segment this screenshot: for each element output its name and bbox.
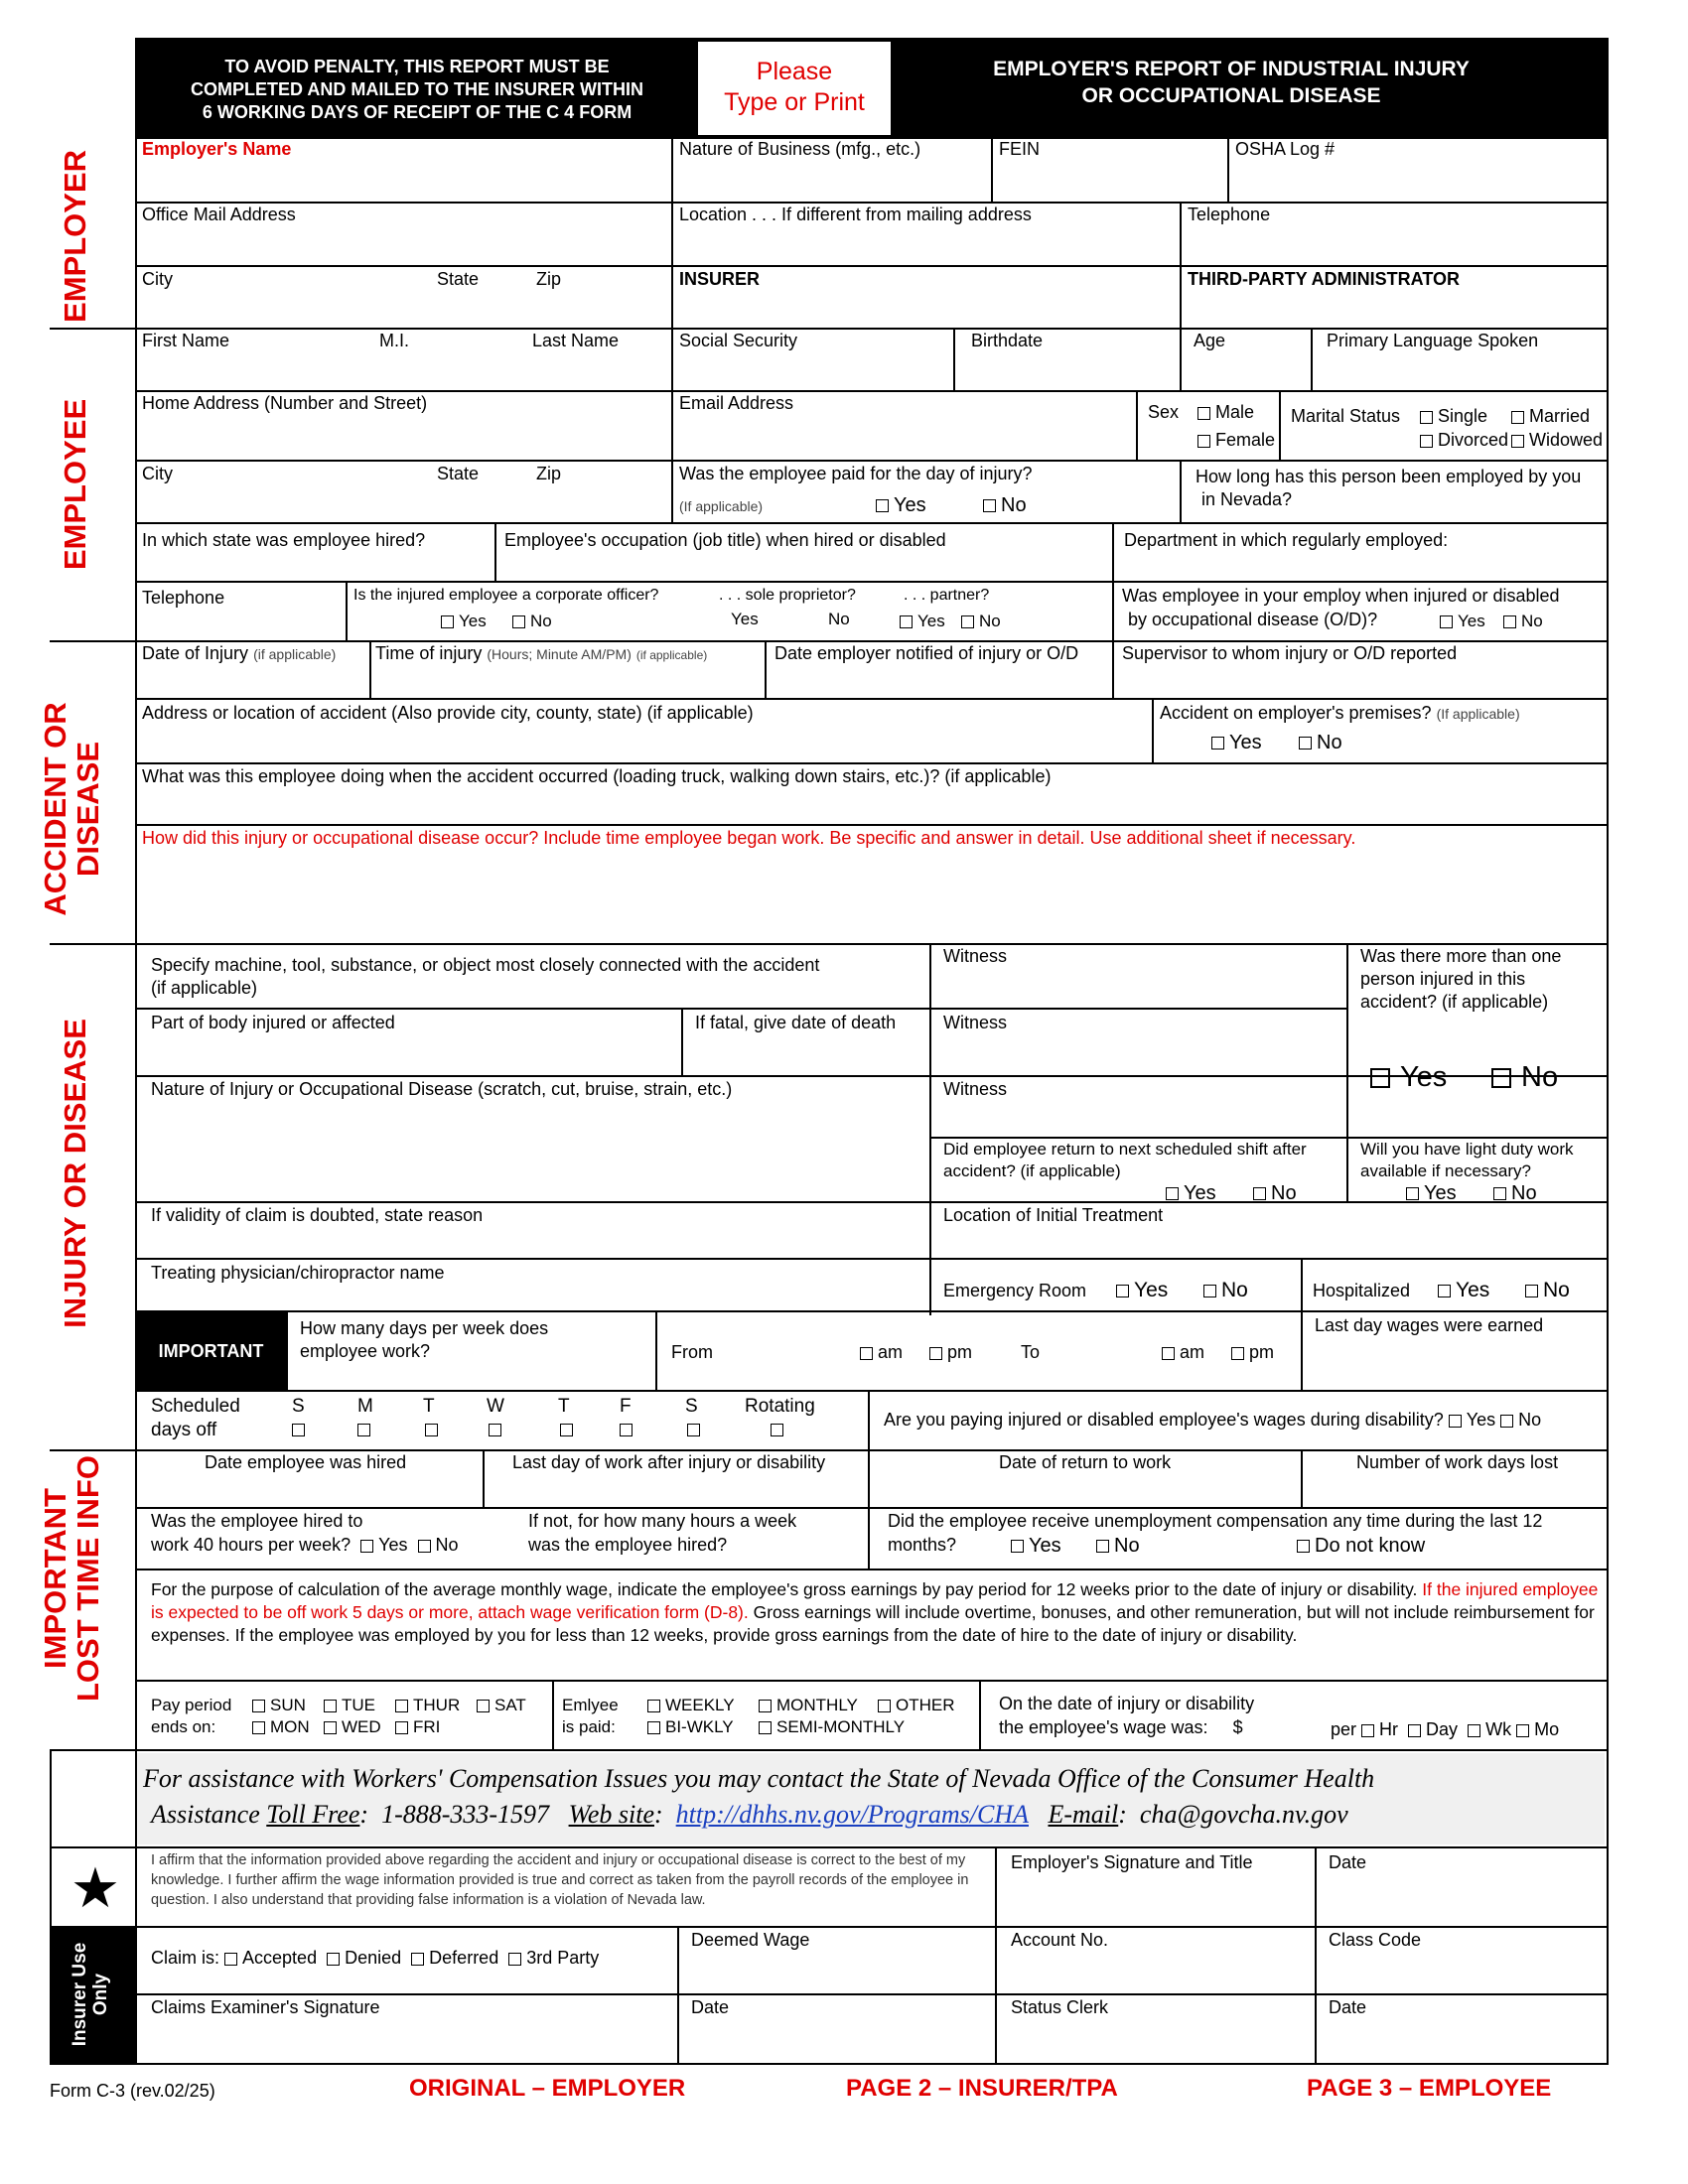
paid-biwkly-option[interactable]: BI-WKLY — [647, 1717, 734, 1737]
partner-no-option[interactable]: No — [961, 612, 1001, 631]
scheduled-days-off-2: days off — [151, 1420, 217, 1440]
hospitalized-yes-checkbox[interactable] — [1438, 1285, 1451, 1297]
home-address-label: Home Address (Number and Street) — [142, 393, 428, 413]
sex-label: Sex — [1148, 402, 1180, 422]
employee-paid-label-2: is paid: — [562, 1717, 616, 1736]
hospitalized-label: Hospitalized — [1313, 1281, 1411, 1300]
treating-physician-label: Treating physician/chiropractor name — [151, 1263, 445, 1283]
age-label: Age — [1194, 331, 1226, 350]
employee-paid-label-1: Emlyee — [562, 1696, 619, 1714]
return-shift-q2: accident? (if applicable) — [943, 1161, 1121, 1180]
claim-denied-checkbox[interactable] — [327, 1953, 340, 1966]
light-duty-yes-checkbox[interactable] — [1406, 1187, 1419, 1200]
paid-other-option[interactable]: OTHER — [878, 1696, 955, 1715]
witness-1-label: Witness — [943, 946, 1008, 966]
form-number: Form C-3 (rev.02/25) — [50, 2081, 215, 2101]
please-text: Please — [756, 58, 833, 85]
status-date-label: Date — [1329, 1997, 1367, 2017]
machine-tool-if-applicable: (if applicable) — [151, 978, 258, 998]
from-pm-checkbox[interactable] — [929, 1347, 942, 1360]
paid-no-checkbox[interactable] — [983, 499, 996, 512]
to-am-checkbox[interactable] — [1162, 1347, 1175, 1360]
employer-zip-label: Zip — [536, 269, 562, 289]
penalty-line-2: COMPLETED AND MAILED TO THE INSURER WITHIN — [191, 79, 643, 99]
marital-status-label: Marital Status — [1291, 406, 1401, 426]
please-type-box — [698, 42, 891, 135]
to-pm-checkbox[interactable] — [1231, 1347, 1244, 1360]
form-title — [914, 56, 1549, 109]
premises-yes-checkbox[interactable] — [1211, 737, 1224, 750]
department-label: Department in which regularly employed: — [1124, 530, 1449, 550]
off-saturday-checkbox[interactable] — [687, 1424, 700, 1436]
unemployment-yes-option[interactable]: Yes — [1011, 1534, 1061, 1558]
type-or-print-text: Type or Print — [724, 88, 865, 116]
ssn-label: Social Security — [679, 331, 798, 350]
section-accident: ACCIDENT OR DISEASE — [38, 702, 105, 916]
toll-free-phone: 1-888-333-1597 — [381, 1800, 550, 1829]
fatal-date-label: If fatal, give date of death — [695, 1013, 897, 1032]
marital-married-option[interactable]: Married — [1511, 406, 1590, 428]
hired-state-label: In which state was employee hired? — [142, 530, 426, 550]
paid-no-option[interactable]: No — [983, 493, 1027, 517]
marital-single-option[interactable]: Single — [1420, 406, 1487, 428]
pay-tue-option[interactable]: TUE — [324, 1696, 375, 1715]
partner-yes-checkbox[interactable] — [900, 615, 913, 628]
affirm-date-label: Date — [1329, 1852, 1367, 1872]
pay-fri-option[interactable]: FRI — [395, 1717, 440, 1737]
insurer-use-only-label: Insurer Use Only — [70, 1942, 111, 2047]
hired-40-q2: work 40 hours per week? Yes No — [151, 1535, 459, 1555]
more-than-one-q2: person injured in this — [1360, 969, 1526, 989]
pay-wed-checkbox[interactable] — [324, 1721, 337, 1734]
er-yes-checkbox[interactable] — [1116, 1285, 1129, 1297]
from-am-checkbox[interactable] — [860, 1347, 873, 1360]
return-no-checkbox[interactable] — [1253, 1187, 1266, 1200]
wage-calculation-instructions: For the purpose of calculation of the average monthly wage, indicate the employee's gross earnings by pay period for 12 weeks prior to the date of injury or disability. If the injured employee is expected to be off work 5 days or more, attach wage verification form (D-8). Gross earnings will include overtime, bonuses, and other remuneration, but will not include reimbursement for expenses. If the employee was employed by you for less than 12 weeks, provide gross earnings from the date of hire to the date of injury or disability. — [151, 1579, 1599, 1645]
off-wednesday-checkbox[interactable] — [489, 1424, 501, 1436]
claim-status: Claim is: Accepted Denied Deferred 3rd Party — [151, 1948, 600, 1968]
wage-was-q1: On the date of injury or disability — [999, 1694, 1255, 1713]
last-name-label: Last Name — [532, 331, 620, 350]
date-employer-notified-label: Date employer notified of injury or O/D — [774, 643, 1079, 663]
hired-40-q1: Was the employee hired to — [151, 1511, 363, 1531]
officer-yes-option[interactable]: Yes — [441, 612, 487, 631]
more-than-one-q3: accident? (if applicable) — [1360, 992, 1549, 1012]
rotating-label: Rotating — [745, 1396, 815, 1417]
return-yes-checkbox[interactable] — [1166, 1187, 1179, 1200]
unemployment-q1: Did the employee receive unemployment compensation any time during the last 12 — [888, 1511, 1543, 1531]
paid-monthly-option[interactable]: MONTHLY — [759, 1696, 858, 1715]
sole-no-option[interactable]: No — [828, 610, 850, 628]
in-employ-yes-option[interactable]: Yes — [1440, 612, 1485, 631]
divorced-checkbox[interactable] — [1420, 435, 1433, 448]
paid-semi-monthly-checkbox[interactable] — [759, 1721, 772, 1734]
unemployment-no-option[interactable]: No — [1096, 1534, 1140, 1558]
more-than-one-q1: Was there more than one — [1360, 946, 1562, 966]
hired-40-no-checkbox[interactable] — [418, 1540, 431, 1553]
in-employ-question-2: by occupational disease (O/D)? — [1128, 610, 1378, 629]
pay-fri-checkbox[interactable] — [395, 1721, 408, 1734]
off-thursday-checkbox[interactable] — [560, 1424, 573, 1436]
primary-language-label: Primary Language Spoken — [1327, 331, 1539, 350]
per-hr-checkbox[interactable] — [1361, 1724, 1374, 1737]
paid-semi-monthly-option[interactable]: SEMI-MONTHLY — [759, 1717, 905, 1737]
paid-weekly-checkbox[interactable] — [647, 1700, 660, 1712]
sex-female-option[interactable]: Female — [1197, 430, 1275, 452]
from-label: From — [671, 1342, 713, 1362]
validity-doubted-label: If validity of claim is doubted, state reason — [151, 1205, 484, 1225]
light-duty-no-checkbox[interactable] — [1493, 1187, 1506, 1200]
pay-mon-option[interactable]: MON — [252, 1717, 310, 1737]
paying-wages-question: Are you paying injured or disabled employee's wages during disability? Yes No — [884, 1410, 1542, 1430]
to-am-option[interactable]: am — [1162, 1342, 1204, 1364]
male-checkbox[interactable] — [1197, 407, 1210, 420]
copy-page2-insurer: PAGE 2 – INSURER/TPA — [846, 2075, 1118, 2102]
partner-yes-option[interactable]: Yes — [900, 612, 945, 631]
claim-deferred-checkbox[interactable] — [411, 1953, 424, 1966]
in-nevada-text: in Nevada? — [1201, 489, 1293, 509]
paid-day-of-injury-question: Was the employee paid for the day of injury? — [679, 464, 1033, 483]
light-duty-no-option[interactable]: No — [1493, 1181, 1537, 1205]
unemployment-q2: months? — [888, 1535, 957, 1555]
mi-label: M.I. — [379, 331, 409, 350]
title-line-2: OR OCCUPATIONAL DISEASE — [1081, 84, 1381, 107]
section-injury: INJURY OR DISEASE — [58, 1019, 92, 1328]
pay-sat-checkbox[interactable] — [477, 1700, 490, 1712]
paid-yes-checkbox[interactable] — [876, 499, 889, 512]
employer-signature-label: Employer's Signature and Title — [1011, 1852, 1253, 1872]
location-label: Location . . . If different from mailing address — [679, 205, 1032, 224]
fein-label: FEIN — [999, 139, 1041, 159]
penalty-line-3: 6 WORKING DAYS OF RECEIPT OF THE C 4 FORM — [202, 102, 633, 122]
employee-state-label: State — [437, 464, 480, 483]
nature-of-business-label: Nature of Business (mfg., etc.) — [679, 139, 921, 159]
wage-per-units: per Hr Day Wk Mo — [1331, 1719, 1560, 1739]
paying-no-checkbox[interactable] — [1500, 1415, 1513, 1428]
last-day-work-label: Last day of work after injury or disability — [512, 1452, 826, 1472]
sex-male-option[interactable]: Male — [1197, 402, 1254, 424]
off-friday-checkbox[interactable] — [620, 1424, 633, 1436]
employer-state-label: State — [437, 269, 480, 289]
return-yes-option[interactable]: Yes — [1166, 1181, 1216, 1205]
cha-website-link[interactable]: http://dhhs.nv.gov/Programs/CHA — [675, 1800, 1029, 1829]
important-badge: IMPORTANT — [136, 1312, 286, 1390]
pay-thur-checkbox[interactable] — [395, 1700, 408, 1712]
off-tuesday-checkbox[interactable] — [425, 1424, 438, 1436]
return-no-option[interactable]: No — [1253, 1181, 1297, 1205]
paying-yes-checkbox[interactable] — [1449, 1415, 1462, 1428]
copy-page3-employee: PAGE 3 – EMPLOYEE — [1307, 2075, 1552, 2102]
day-tuesday: T — [423, 1396, 435, 1417]
in-employ-no-option[interactable]: No — [1503, 612, 1543, 631]
sole-yes-option[interactable]: Yes — [731, 610, 759, 628]
day-wednesday: W — [487, 1396, 504, 1417]
return-shift-q1: Did employee return to next scheduled shift after — [943, 1140, 1307, 1159]
scheduled-days-off-1: Scheduled — [151, 1396, 240, 1417]
pay-period-label-2: ends on: — [151, 1717, 216, 1736]
unemployment-dont-know-checkbox[interactable] — [1297, 1540, 1310, 1553]
in-employ-yes-checkbox[interactable] — [1440, 615, 1453, 628]
unemployment-yes-checkbox[interactable] — [1011, 1540, 1024, 1553]
from-am-option[interactable]: am — [860, 1342, 903, 1364]
claim-third-party-checkbox[interactable] — [508, 1953, 521, 1966]
employee-doing-label: What was this employee doing when the accident occurred (loading truck, walking down stairs, etc.)? (if applicable) — [142, 766, 1052, 786]
employer-city-label: City — [142, 269, 173, 289]
first-name-label: First Name — [142, 331, 230, 350]
married-checkbox[interactable] — [1511, 411, 1524, 424]
pay-tue-checkbox[interactable] — [324, 1700, 337, 1712]
return-date-label: Date of return to work — [999, 1452, 1172, 1472]
employee-telephone-label: Telephone — [142, 588, 225, 608]
email-address-label: Email Address — [679, 393, 794, 413]
how-long-employed-question: How long has this person been employed by you — [1196, 467, 1582, 486]
nature-of-injury-label: Nature of Injury or Occupational Disease (scratch, cut, bruise, strain, etc.) — [151, 1079, 733, 1099]
section-employer: EMPLOYER — [58, 150, 92, 323]
class-code-label: Class Code — [1329, 1930, 1422, 1950]
witness-3-label: Witness — [943, 1079, 1008, 1099]
date-hired-label: Date employee was hired — [205, 1452, 407, 1472]
sole-proprietor-question: . . . sole proprietor? — [719, 587, 856, 604]
per-day-checkbox[interactable] — [1408, 1724, 1421, 1737]
off-monday-checkbox[interactable] — [357, 1424, 370, 1436]
status-clerk-label: Status Clerk — [1011, 1997, 1109, 2017]
section-lost-time: IMPORTANT LOST TIME INFO — [38, 1455, 105, 1702]
deemed-wage-label: Deemed Wage — [691, 1930, 810, 1950]
last-wages-earned-label: Last day wages were earned — [1315, 1315, 1544, 1335]
day-friday: F — [620, 1396, 632, 1417]
employee-zip-label: Zip — [536, 464, 562, 483]
supervisor-label: Supervisor to whom injury or O/D reported — [1122, 643, 1458, 663]
unemployment-dont-know-option[interactable]: Do not know — [1297, 1534, 1425, 1558]
paid-biwkly-checkbox[interactable] — [647, 1721, 660, 1734]
birthdate-label: Birthdate — [971, 331, 1044, 350]
premises-yes-option[interactable]: Yes — [1211, 731, 1262, 754]
accident-location-label: Address or location of accident (Also provide city, county, state) (if applicable) — [142, 703, 754, 723]
to-pm-option[interactable]: pm — [1231, 1342, 1274, 1364]
hospitalized-no-option[interactable]: No — [1525, 1278, 1570, 1302]
pay-wed-option[interactable]: WED — [324, 1717, 381, 1737]
employer-name-label: Employer's Name — [142, 139, 292, 159]
day-sunday: S — [292, 1396, 305, 1417]
initial-treatment-label: Location of Initial Treatment — [943, 1205, 1164, 1225]
assistance-line-2: Assistance Toll Free: 1-888-333-1597 Web site: http://dhhs.nv.gov/Programs/CHA E-mail: cha@govcha.nv.gov — [151, 1800, 1348, 1829]
office-mail-label: Office Mail Address — [142, 205, 296, 224]
header-penalty-text — [139, 56, 695, 124]
single-checkbox[interactable] — [1420, 411, 1433, 424]
osha-log-label: OSHA Log # — [1235, 139, 1336, 159]
copy-original-employer: ORIGINAL – EMPLOYER — [409, 2075, 686, 2102]
occupation-label: Employee's occupation (job title) when hired or disabled — [504, 530, 946, 550]
hours-week-q2: was the employee hired? — [528, 1535, 728, 1555]
premises-question: Accident on employer's premises? (If applicable) — [1160, 703, 1520, 723]
paid-other-checkbox[interactable] — [878, 1700, 891, 1712]
hours-week-q1: If not, for how many hours a week — [528, 1511, 797, 1531]
pay-thur-option[interactable]: THUR — [395, 1696, 460, 1715]
cha-email[interactable]: cha@govcha.nv.gov — [1139, 1800, 1348, 1829]
marital-divorced-option[interactable]: Divorced — [1420, 430, 1508, 452]
section-employee: EMPLOYEE — [58, 398, 92, 571]
how-did-injury-occur-label: How did this injury or occupational disease occur? Include time employee began work. Be specific and answer in detail. Use additional sheet if necessary. — [142, 828, 1356, 848]
time-of-injury-label: Time of injury (Hours; Minute AM/PM) (if applicable) — [375, 643, 708, 663]
off-rotating-checkbox[interactable] — [771, 1424, 783, 1436]
insurer-label: INSURER — [679, 269, 761, 289]
light-duty-yes-option[interactable]: Yes — [1406, 1181, 1457, 1205]
premises-no-option[interactable]: No — [1299, 731, 1342, 754]
per-mo-checkbox[interactable] — [1516, 1724, 1529, 1737]
in-employ-no-checkbox[interactable] — [1503, 615, 1516, 628]
unemployment-no-checkbox[interactable] — [1096, 1540, 1109, 1553]
claims-examiner-label: Claims Examiner's Signature — [151, 1997, 380, 2017]
pay-period-label-1: Pay period — [151, 1696, 232, 1714]
examiner-date-label: Date — [691, 1997, 730, 2017]
in-employ-question-1: Was employee in your employ when injured or disabled — [1122, 586, 1560, 606]
light-duty-q2: available if necessary? — [1360, 1161, 1531, 1180]
day-thursday: T — [558, 1396, 570, 1417]
more-than-one-yes-checkbox[interactable] — [1370, 1068, 1390, 1088]
claim-accepted-checkbox[interactable] — [224, 1953, 237, 1966]
pay-sun-option[interactable]: SUN — [252, 1696, 306, 1715]
hospitalized-yes-option[interactable]: Yes — [1438, 1278, 1489, 1302]
hospitalized-no-checkbox[interactable] — [1525, 1285, 1538, 1297]
per-wk-checkbox[interactable] — [1468, 1724, 1480, 1737]
corporate-officer-question: Is the injured employee a corporate officer? — [353, 587, 659, 604]
title-line-1: EMPLOYER'S REPORT OF INDUSTRIAL INJURY — [993, 58, 1470, 80]
light-duty-q1: Will you have light duty work — [1360, 1140, 1574, 1159]
premises-no-checkbox[interactable] — [1299, 737, 1312, 750]
officer-no-checkbox[interactable] — [512, 615, 525, 628]
to-label: To — [1021, 1342, 1041, 1362]
date-of-injury-label: Date of Injury (if applicable) — [142, 643, 337, 663]
partner-no-checkbox[interactable] — [961, 615, 974, 628]
employee-city-label: City — [142, 464, 173, 483]
off-sunday-checkbox[interactable] — [292, 1424, 305, 1436]
er-no-option[interactable]: No — [1203, 1278, 1248, 1302]
hired-40-yes-checkbox[interactable] — [360, 1540, 373, 1553]
pay-sun-checkbox[interactable] — [252, 1700, 265, 1712]
wage-was-q2: the employee's wage was: $ — [999, 1717, 1243, 1737]
penalty-line-1: TO AVOID PENALTY, THIS REPORT MUST BE — [224, 57, 610, 76]
paid-yes-option[interactable]: Yes — [876, 493, 926, 517]
marital-widowed-option[interactable]: Widowed — [1511, 430, 1603, 452]
more-than-one-no-checkbox[interactable] — [1491, 1068, 1511, 1088]
employer-telephone-label: Telephone — [1188, 205, 1271, 224]
body-part-label: Part of body injured or affected — [151, 1013, 395, 1032]
tpa-label: THIRD-PARTY ADMINISTRATOR — [1188, 269, 1460, 289]
more-than-one-no-option[interactable]: No — [1491, 1060, 1558, 1095]
paid-if-applicable: (If applicable) — [679, 498, 764, 514]
days-per-week-q1: How many days per week does — [300, 1318, 549, 1338]
more-than-one-yes-option[interactable]: Yes — [1370, 1060, 1447, 1095]
days-lost-label: Number of work days lost — [1356, 1452, 1559, 1472]
paid-monthly-checkbox[interactable] — [759, 1700, 772, 1712]
er-yes-option[interactable]: Yes — [1116, 1278, 1168, 1302]
star-icon: ★ — [70, 1856, 121, 1919]
officer-yes-checkbox[interactable] — [441, 615, 454, 628]
emergency-room-label: Emergency Room — [943, 1281, 1087, 1300]
witness-2-label: Witness — [943, 1013, 1008, 1032]
from-pm-option[interactable]: pm — [929, 1342, 972, 1364]
partner-question: . . . partner? — [904, 587, 990, 604]
affirmation-text: I affirm that the information provided above regarding the accident and injury or occupational disease is correct to the best of my knowledge. I further affirm the wage information provided is true and correct as taken from the payroll records of the employee in question. I also understand that providing false information is a violation of Nevada law. — [151, 1852, 969, 1908]
officer-no-option[interactable]: No — [512, 612, 552, 631]
widowed-checkbox[interactable] — [1511, 435, 1524, 448]
assistance-line-1: For assistance with Workers' Compensation Issues you may contact the State of Nevada Office of the Consumer Health — [143, 1764, 1375, 1793]
paid-weekly-option[interactable]: WEEKLY — [647, 1696, 735, 1715]
day-monday: M — [357, 1396, 373, 1417]
pay-mon-checkbox[interactable] — [252, 1721, 265, 1734]
day-saturday: S — [685, 1396, 698, 1417]
account-no-label: Account No. — [1011, 1930, 1109, 1950]
machine-tool-label: Specify machine, tool, substance, or object most closely connected with the accident — [151, 955, 820, 975]
days-per-week-q2: employee work? — [300, 1341, 431, 1361]
pay-sat-option[interactable]: SAT — [477, 1696, 526, 1715]
female-checkbox[interactable] — [1197, 435, 1210, 448]
er-no-checkbox[interactable] — [1203, 1285, 1216, 1297]
